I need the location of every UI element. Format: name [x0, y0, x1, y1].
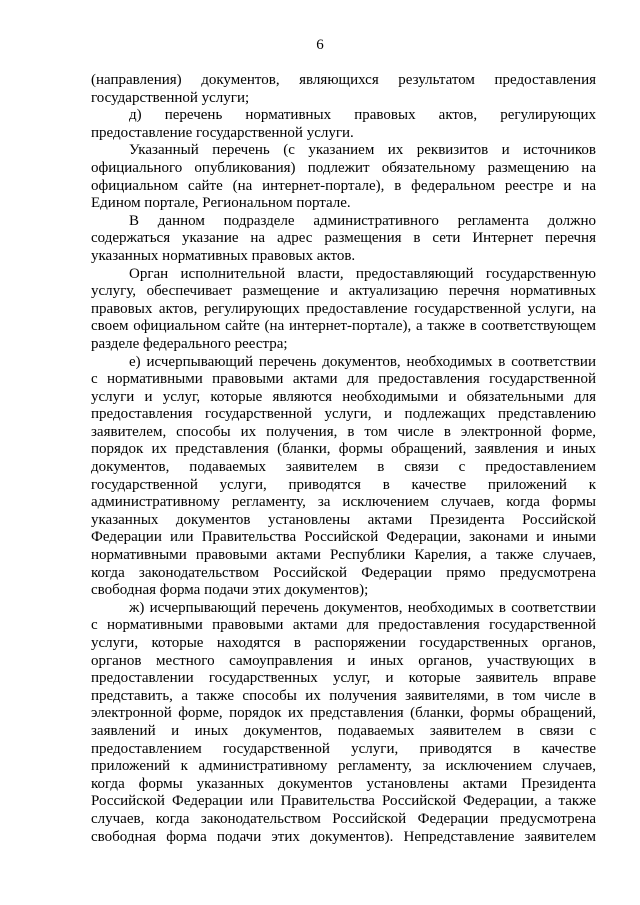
text-line: официальном сайте (на интернет-портале), в федеральном реестре и на: [91, 177, 596, 194]
paragraph: [91, 142, 596, 212]
text-line: предоставления государственной услуги, и подлежащих представлению: [91, 406, 596, 423]
text-line: предоставлением государственной услуги, приводятся в качестве: [91, 740, 596, 757]
paragraph: [91, 600, 596, 846]
page-number: 6: [316, 37, 324, 53]
text-line: органов местного самоуправления и иных органов, участвующих в: [91, 652, 596, 669]
text-line: государственной услуги, приводятся в качестве приложений к: [91, 476, 596, 493]
text-line: е) исчерпывающий перечень документов, необходимых в соответствии: [129, 353, 596, 370]
text-line: д) перечень нормативных правовых актов, регулирующих: [129, 107, 596, 124]
text-line: административному регламенту, за исключением случаев, когда формы: [91, 494, 596, 511]
text-line: электронной форме, порядок их представления (бланки, формы обращений,: [91, 705, 596, 722]
text-line: услуги, которые находятся в распоряжении государственных органов,: [91, 635, 596, 651]
text-line: Российской Федерации или Правительства Российской Федерации, а также: [91, 793, 596, 810]
text-line: Орган исполнительной власти, предоставляющий государственную: [129, 265, 596, 282]
paragraph: [91, 72, 596, 107]
text-line: Указанный перечень (с указанием их реквизитов и источников: [129, 142, 596, 159]
text-line: Федерации или Правительства Российской Федерации, законами и иными: [91, 529, 596, 546]
text-line: (направления) документов, являющихся результатом предоставления: [91, 72, 596, 88]
text-line: В данном подразделе административного регламента должно: [129, 212, 596, 229]
text-line: документов, подаваемых заявителем в связи с предоставлением: [91, 459, 596, 476]
text-line: ж) исчерпывающий перечень документов, необходимых в соответствии: [129, 599, 596, 616]
paragraph: [91, 354, 596, 600]
text-line: Едином портале, Региональном портале.: [91, 195, 351, 212]
paragraph: [91, 266, 596, 354]
text-line: содержаться указание на адрес размещения в сети Интернет перечня: [91, 230, 596, 247]
text-line: свободная форма подачи этих документов). Непредставление заявителем: [91, 828, 596, 845]
text-line: когда формы указанных документов установлены актами Президента: [91, 775, 596, 792]
document-body: [91, 72, 596, 846]
paragraph: [91, 213, 596, 266]
text-line: заявлений и иных документов, подаваемых заявителем в связи с: [91, 722, 596, 739]
text-line: своем официальном сайте (на интернет-портале), а также в соответствующем: [91, 318, 596, 335]
text-line: предоставление государственной услуги.: [91, 124, 354, 141]
text-line: правовых актов, регулирующих предоставление государственной услуги, на: [91, 300, 596, 317]
text-line: с нормативными правовыми актами для предоставления государственной: [91, 371, 596, 388]
text-line: приложений к административному регламенту, за исключением случаев,: [91, 758, 596, 775]
text-line: предоставлении государственных услуг, и которые заявитель вправе: [91, 670, 596, 687]
text-line: свободная форма подачи этих документов);: [91, 582, 369, 599]
text-line: случаев, когда законодательством Российской Федерации предусмотрена: [91, 810, 596, 827]
text-line: представить, а также способы их получения заявителями, в том числе в: [91, 687, 596, 704]
text-line: государственной услуги;: [91, 89, 250, 106]
paragraph: [91, 107, 596, 142]
text-line: услуги и услуг, которые являются необходимыми и обязательными для: [91, 388, 596, 405]
text-line: указанных нормативных правовых актов.: [91, 247, 356, 264]
text-line: с нормативными правовыми актами для предоставления государственной: [91, 617, 596, 634]
text-line: услугу, обеспечивает размещение и актуализацию перечня нормативных: [91, 283, 596, 300]
text-line: когда законодательством Российской Федерации прямо предусмотрена: [91, 564, 596, 581]
text-line: разделе федерального реестра;: [91, 335, 288, 352]
text-line: указанных документов установлены актами Президента Российской: [91, 511, 596, 528]
text-line: нормативными правовыми актами Республики Карелия, а также случаев,: [91, 547, 596, 564]
text-line: порядок их представления (бланки, формы обращений, заявления и иных: [91, 441, 596, 458]
text-line: официального опубликования) подлежит обязательному размещению на: [91, 159, 596, 176]
text-line: заявителем, способы их получения, в том числе в электронной форме,: [91, 423, 596, 440]
